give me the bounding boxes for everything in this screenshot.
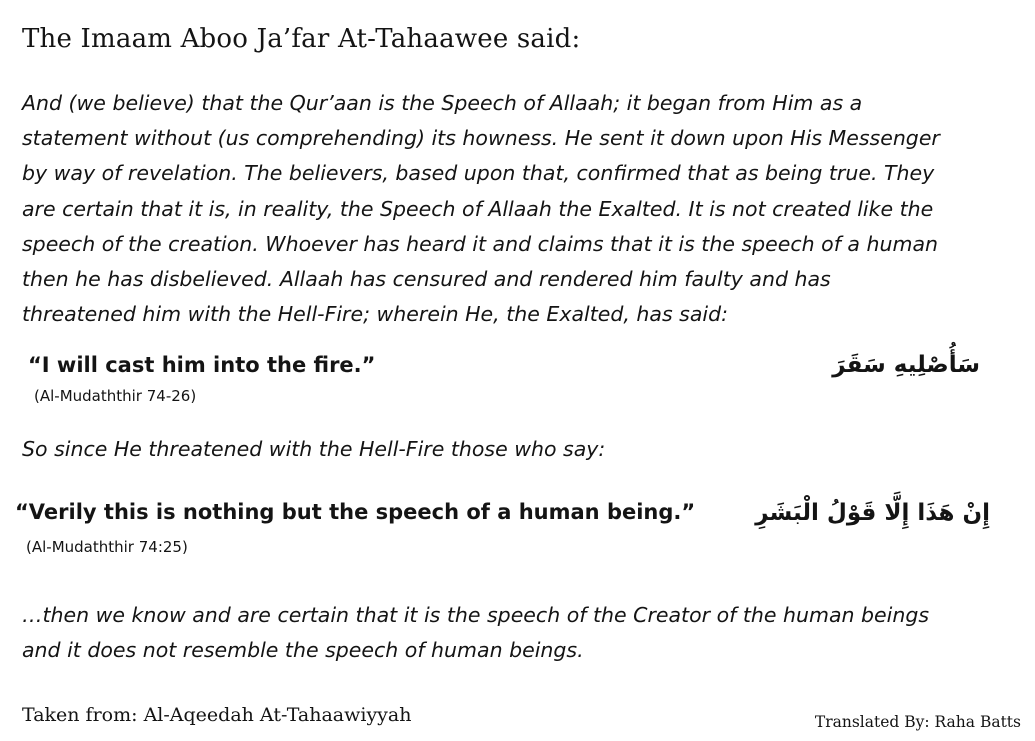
paragraph-line: And (we believe) that the Qur’aan is the Speech of Allaah; it began from Him as a [22, 91, 863, 115]
main-paragraph [22, 86, 940, 332]
paragraph-line: …then we know and are certain that it is the speech of the Creator of the human beings [22, 603, 930, 627]
quote-english-2: “Verily this is nothing but the speech of a human being.” [15, 500, 696, 524]
quote-reference-1: (Al-Mudaththir 74-26) [34, 387, 197, 405]
quote-arabic-2: إِنْ هَذَا إِلَّا قَوْلُ الْبَشَرِ [755, 500, 990, 526]
source-credit: Taken from: Al-Aqeedah At-Tahaawiyyah [22, 704, 412, 726]
paragraph-line: speech of the creation. Whoever has heard it and claims that it is the speech of a human [22, 231, 939, 256]
paragraph-line: threatened him with the Hell-Fire; wherein He, the Exalted, has said: [22, 302, 729, 327]
paragraph-line: statement without (us comprehending) its howness. He sent it down upon His Messenger [22, 126, 940, 151]
quote-reference-2: (Al-Mudaththir 74:25) [26, 538, 188, 556]
paragraph-line: then he has disbelieved. Allaah has censured and rendered him faulty and has [22, 267, 831, 292]
paragraph-line: by way of revelation. The believers, based upon that, confirmed that as being true. They [22, 161, 935, 186]
closing-paragraph [22, 598, 929, 668]
quote-arabic-1: سَأُصْلِيهِ سَقَرَ [832, 352, 980, 378]
translator-credit: Translated By: Raha Batts [814, 713, 1021, 731]
quote-english-1: “I will cast him into the fire.” [28, 353, 376, 377]
paragraph-line: and it does not resemble the speech of human beings. [22, 638, 584, 662]
page-title: The Imaam Aboo Ja’far At-Tahaawee said: [22, 24, 581, 54]
middle-paragraph: So since He threatened with the Hell-Fire those who say: [22, 437, 606, 461]
paragraph-line: are certain that it is, in reality, the Speech of Allaah the Exalted. It is not created like the [22, 196, 934, 221]
